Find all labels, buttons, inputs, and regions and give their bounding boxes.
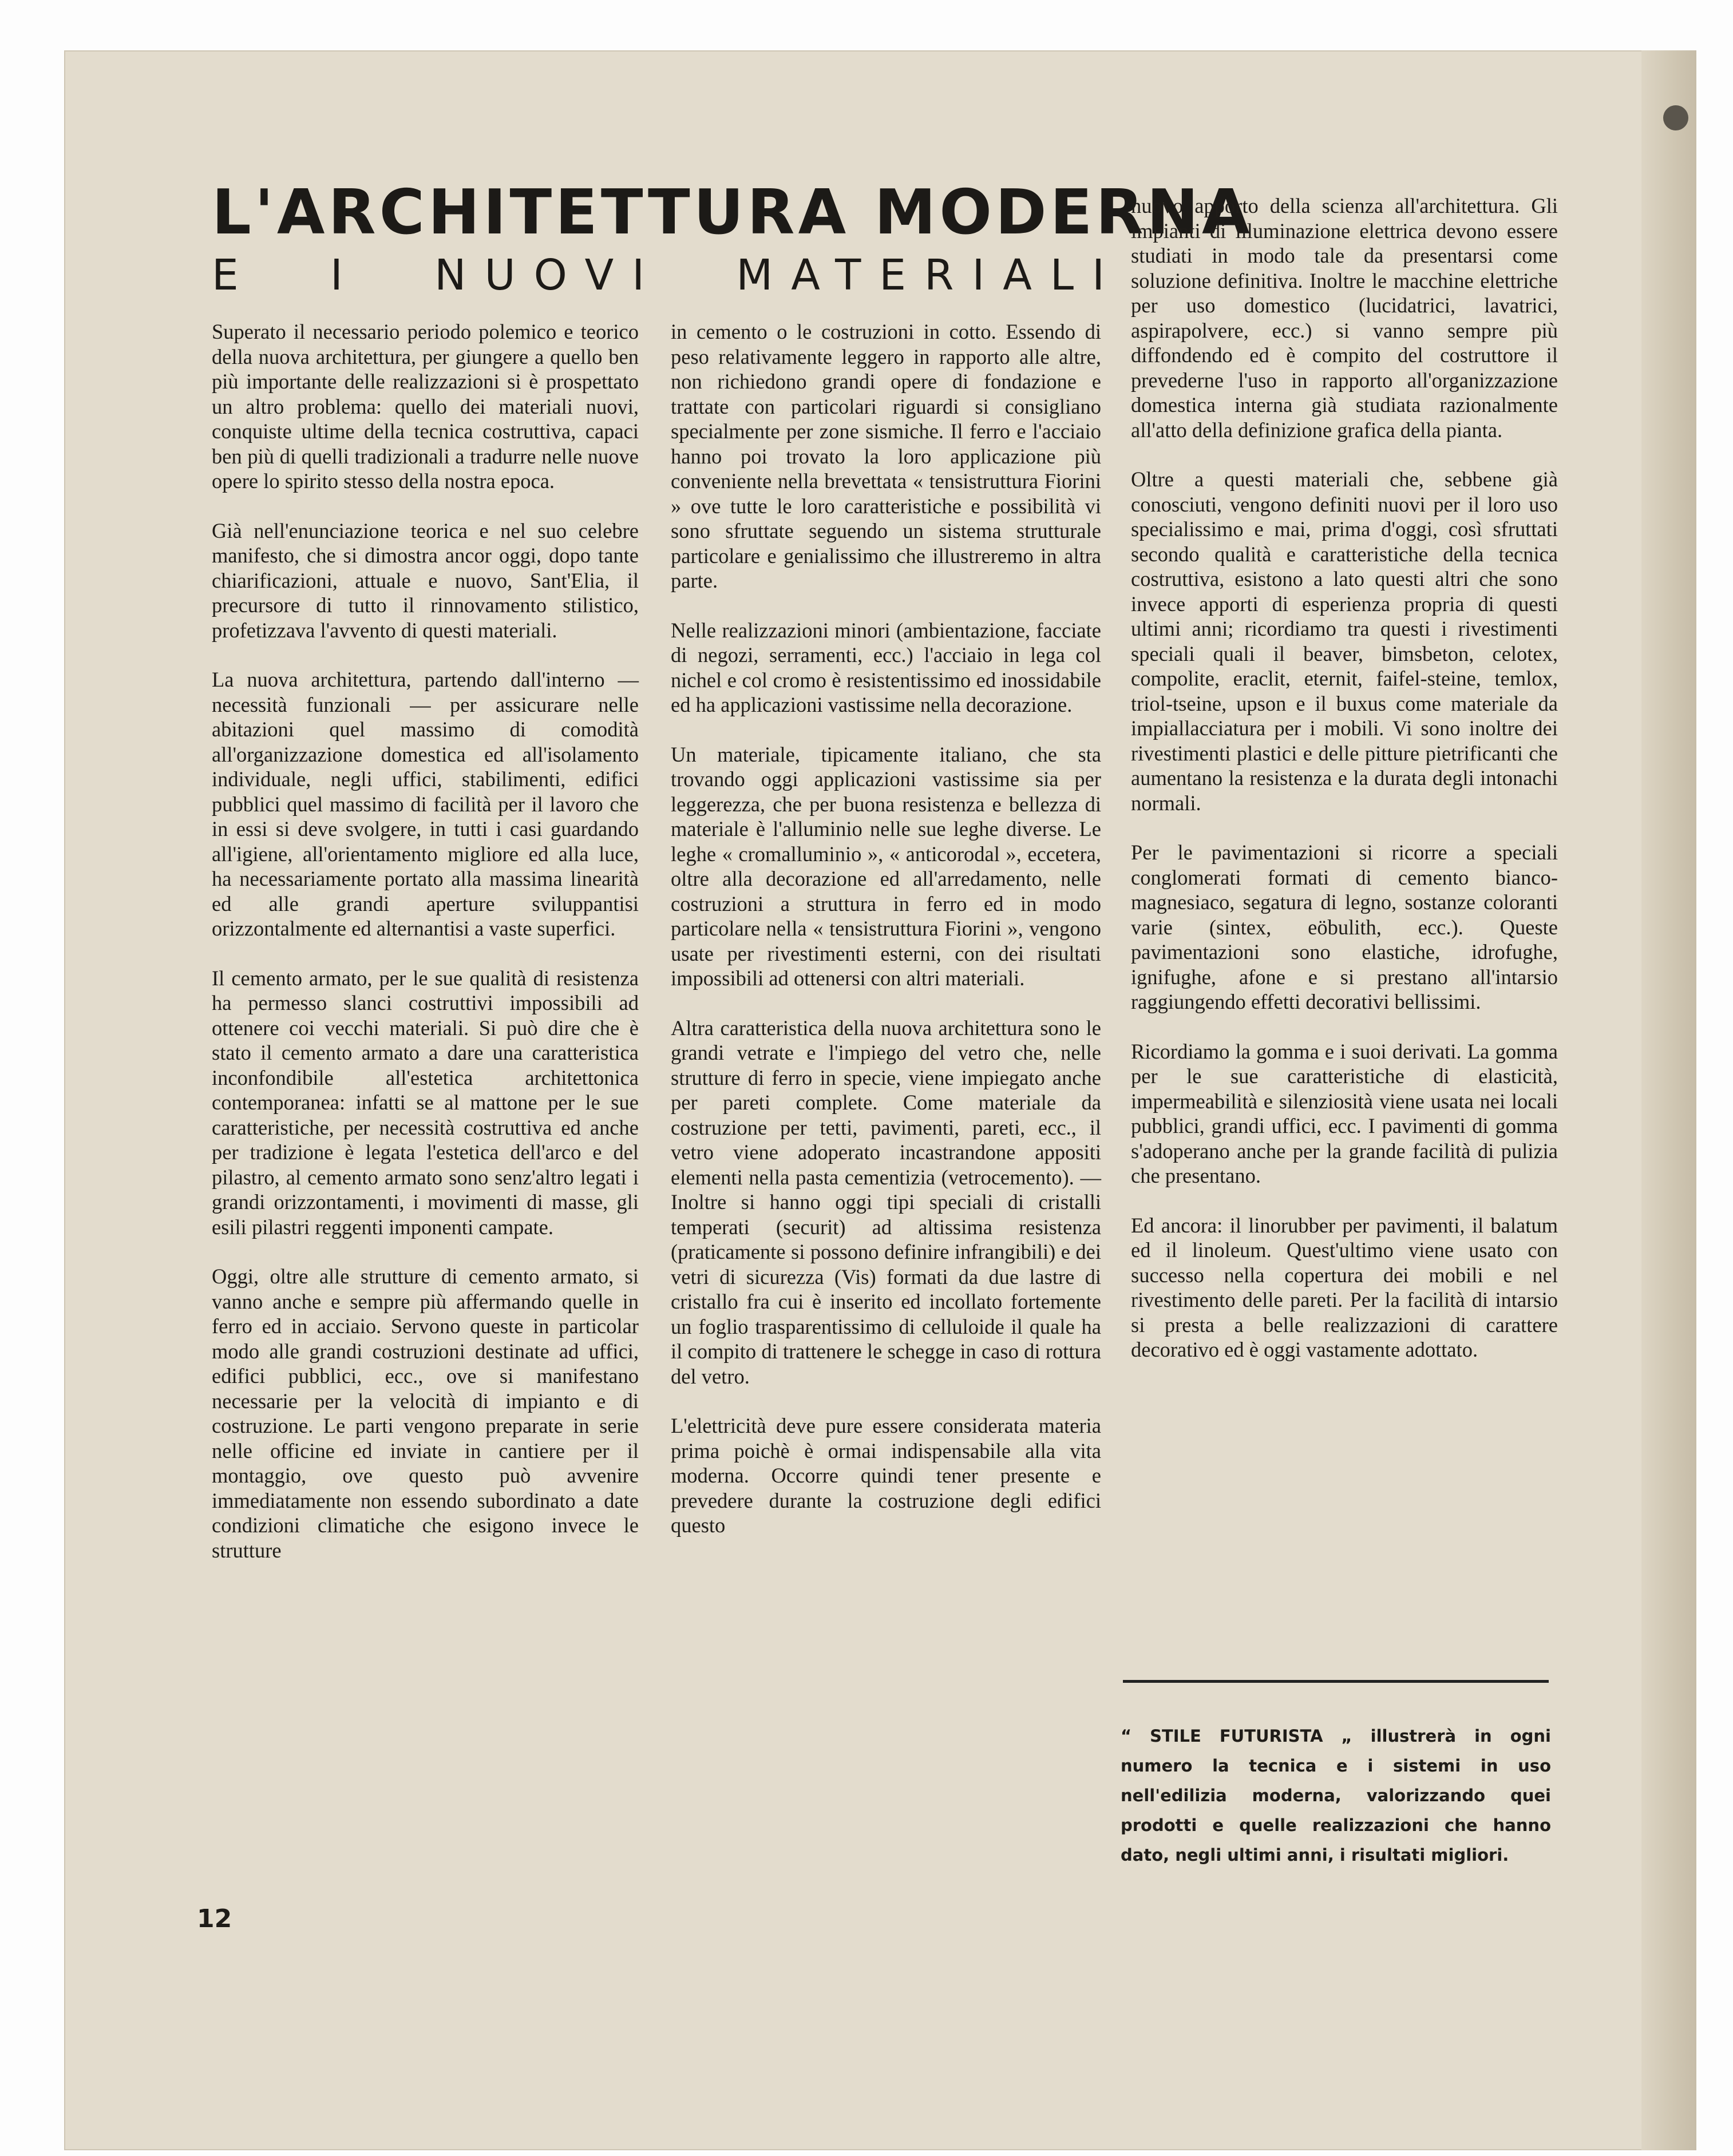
paragraph: Oltre a questi materiali che, sebbene già conosciuti, vengono definiti nuovi per il loro uso specialissimo e mai, prima d'oggi, così sfruttati secondo qualità e caratteristiche della tecnica costruttiva, esistono a lato questi altri che sono invece apporti di esperienza propria di questi ultimi anni; ricordiamo tra questi i rivestimenti speciali quali il beaver, bimsbeton, celotex, compolite, eraclit, eternit, faifel-steine, temlox, triol-tseine, upson e il buxus come materiale da impiallacciatura per i mobili. Vi sono inoltre dei rivestimenti plastici e delle pitture pietrificanti che aumentano la resistenza e la durata degli intonachi normali. bbox=[1131, 467, 1558, 815]
divider-rule bbox=[1123, 1680, 1549, 1683]
paragraph: La nuova architettura, partendo dall'interno — necessità funzionali — per assicurare nelle abitazioni quel massimo di comodità all'organizzazione domestica ed all'isolamento individuale, negli uffici, stabilimenti, edifici pubblici quel massimo di facilità per il lavoro che in essi si deve svolgere, in tutti i casi guardando all'igiene, all'orientamento migliore ed alla luce, ha necessariamente portato alla massima linearità ed alle grandi aperture sviluppantisi orizzontalmente ed alternantisi a vaste superfici. bbox=[212, 668, 639, 940]
text-column-1 bbox=[212, 319, 639, 1587]
page-number: 12 bbox=[197, 1904, 232, 1933]
paragraph: Altra caratteristica della nuova architettura sono le grandi vetrate e l'impiego del vetro che, nelle strutture di ferro in specie, viene impiegato anche per pareti complete. Come materiale da costruzione per tetti, pavimenti, pareti, ecc., il vetro viene adoperato incastrandone appositi elementi nella pasta cementizia (vetrocemento). — Inoltre si hanno oggi tipi speciali di cristalli temperati (securit) ad altissima resistenza (praticamente si possono definire infrangibili) e dei vetri di sicurezza (Vis) formati da due lastre di cristallo fra cui è inserito ed incollato fortemente un foglio trasparentissimo di celluloide il quale ha il compito di trattenere le schegge in caso di rottura del vetro. bbox=[671, 1016, 1101, 1388]
paragraph: Per le pavimentazioni si ricorre a speciali conglomerati formati di cemento bianco-magnesiaco, segatura di legno, sostanze coloranti varie (sintex, eöbulith, ecc.). Queste pavimentazioni sono elastiche, idrofughe, ignifughe, afone e si prestano all'intarsio raggiungendo effetti decorativi bellissimi. bbox=[1131, 841, 1558, 1013]
paragraph: in cemento o le costruzioni in cotto. Essendo di peso relativamente leggero in rapporto alle altre, non richiedono grandi opere di fondazione e trattate con particolari riguardi si consigliano specialmente per zone sismiche. Il ferro e l'acciaio hanno poi trovato la loro applicazione più conveniente nella brevettata « tensistruttura Fiorini » ove tutte le loro caratteristiche e possibilità vi sono sfruttate seguendo un sistema strutturale particolare e genialissimo che illustreremo in altra parte. bbox=[671, 320, 1101, 592]
paragraph: L'elettricità deve pure essere considerata materia prima poichè è ormai indispensabile alla vita moderna. Occorre quindi tener presente e prevedere durante la costruzione degli edifici questo bbox=[671, 1414, 1101, 1537]
subtitle-word: E bbox=[212, 251, 239, 300]
subtitle-word: NUOVI bbox=[434, 251, 663, 300]
article-subtitle bbox=[212, 251, 1123, 300]
text-column-2 bbox=[671, 319, 1101, 1563]
paragraph: Il cemento armato, per le sue qualità di resistenza ha permesso slanci costruttivi impossibili ad ottenere coi vecchi materiali. Si può dire che è stato il cemento armato a dare una caratteristica inconfondibile all'estetica architettonica contemporanea: infatti se al mattone per le sue caratteristiche, per necessità costruttiva ed anche per tradizione è legata l'estetica dell'arco e del pilastro, al cemento armato sono senz'altro legati i grandi orizzontamenti, i movimenti di masse, gli esili pilastri reggenti imponenti campate. bbox=[212, 966, 639, 1239]
paragraph: Un materiale, tipicamente italiano, che sta trovando oggi applicazioni vastissime sia per leggerezza, che per buona resistenza e bellezza di materiale è l'alluminio nelle sue leghe diverse. Le leghe « cromalluminio », « anticorodal », eccetera, oltre alla decorazione ed all'arredamento, nelle costruzioni a struttura in ferro ed in modo particolare nella « tensistruttura Fiorini », vengono usate per rivestimenti esterni, con dei risultati impossibili ad ottenersi con altri materiali. bbox=[671, 742, 1101, 990]
text-column-3 bbox=[1131, 193, 1558, 1387]
paragraph: Ed ancora: il linorubber per pavimenti, il balatum ed il linoleum. Quest'ultimo viene usato con successo nella copertura dei mobili e nel rivestimento delle pareti. Per la facilità di intarsio si presta a belle realizzazioni di carattere decorativo ed è oggi vastamente adottato. bbox=[1131, 1213, 1558, 1361]
paragraph: Ricordiamo la gomma e i suoi derivati. La gomma per le sue caratteristiche di elasticità, impermeabilità e silenziosità viene usata nei locali pubblici, grandi uffici, ecc. I pavimenti di gomma s'adoperano anche per la grande facilità di pulizia che presentano. bbox=[1131, 1039, 1558, 1187]
paragraph: Nelle realizzazioni minori (ambientazione, facciate di negozi, serramenti, ecc.) l'acciaio in lega col nichel e col cromo è resistentissimo ed inossidabile ed ha applicazioni vastissime nella decorazione. bbox=[671, 618, 1101, 716]
page-edge bbox=[1641, 50, 1696, 2150]
editorial-notice: “ STILE FUTURISTA „ illustrerà in ogni numero la tecnica e i sistemi in uso nell'edilizia moderna, valorizzando quei prodotti e quelle realizzazioni che hanno dato, negli ultimi anni, i risultati migliori. bbox=[1121, 1726, 1551, 1865]
paragraph: Oggi, oltre alle strutture di cemento armato, si vanno anche e sempre più affermando quelle in ferro ed in acciaio. Servono queste in particolar modo alle grandi costruzioni destinate ad uffici, edifici pubblici, ecc., ove si manifestano necessarie per la velocità di impianto e di costruzione. Le parti vengono preparate in serie nelle officine ed inviate in cantiere per il montaggio, ove questo può avvenire immediatamente non essendo subordinato a date condizioni climatiche che esigono invece le strutture bbox=[212, 1265, 639, 1562]
subtitle-word: MATERIALI bbox=[736, 251, 1123, 300]
paragraph: nuovo apporto della scienza all'architettura. Gli impianti di illuminazione elettrica devono essere studiati in modo tale da presentarsi come soluzione definitiva. Inoltre le macchine elettriche per uso domestico (lucidatrici, lavatrici, aspirapolvere, ecc.) si vanno sempre più diffondendo ed è compito del costruttore il prevederne l'uso in rapporto all'organizzazione domestica interna già studiata razionalmente all'atto della definizione grafica della pianta. bbox=[1131, 194, 1558, 442]
subtitle-word: I bbox=[330, 251, 343, 300]
paragraph: Già nell'enunciazione teorica e nel suo celebre manifesto, che si dimostra ancor oggi, dopo tante chiarificazioni, attuale e nuovo, Sant'Elia, il precursore di tutto il rinnovamento stilistico, profetizzava l'avvento di questi materiali. bbox=[212, 518, 639, 642]
article-title: L'ARCHITETTURA MODERNA bbox=[212, 177, 1253, 248]
binding-hole bbox=[1663, 105, 1688, 130]
paragraph: Superato il necessario periodo polemico e teorico della nuova architettura, per giungere a quello ben più importante delle realizzazioni si è prospettato un altro problema: quello dei materiali nuovi, conquiste ultime della tecnica costruttiva, capaci ben più di quelli tradizionali a tradurre nelle nuove opere lo spirito stesso della nostra epoca. bbox=[212, 320, 639, 493]
